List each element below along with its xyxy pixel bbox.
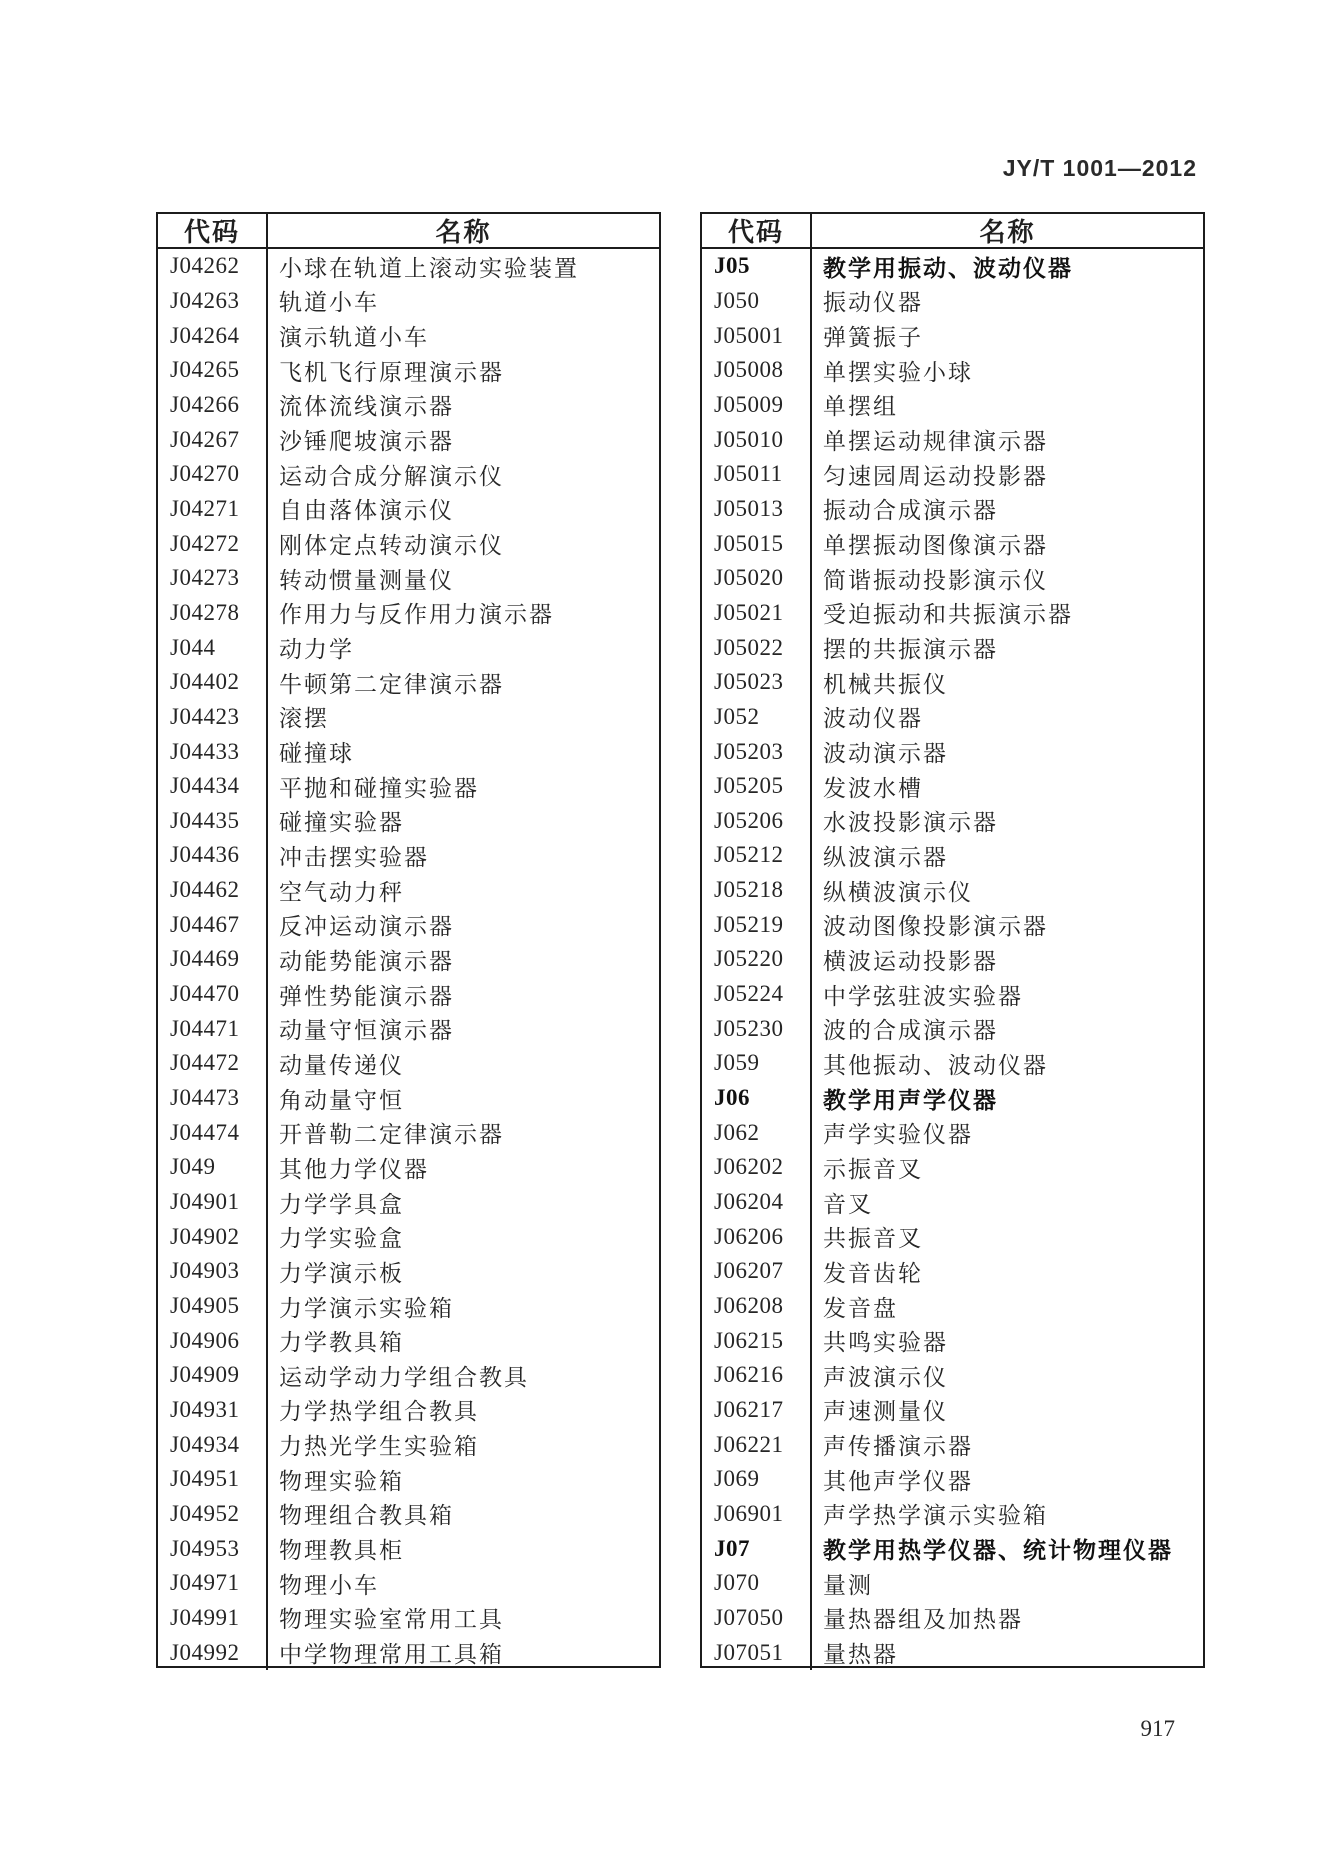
table-row bbox=[702, 1115, 1203, 1150]
code-cell: J05230 bbox=[702, 1011, 812, 1046]
name-cell: 力学演示实验箱 bbox=[279, 1295, 454, 1321]
code-cell: J05218 bbox=[702, 873, 812, 908]
code-cell: J04953 bbox=[158, 1531, 268, 1566]
code-cell: J04267 bbox=[158, 422, 268, 457]
table-row bbox=[158, 1081, 659, 1116]
table-row bbox=[702, 769, 1203, 804]
code-cell: J04467 bbox=[158, 907, 268, 942]
table-row bbox=[702, 1046, 1203, 1081]
table-row bbox=[158, 422, 659, 457]
code-cell: J04901 bbox=[158, 1185, 268, 1220]
table-row bbox=[702, 873, 1203, 908]
code-cell: J05220 bbox=[702, 942, 812, 977]
name-cell: 声波演示仪 bbox=[823, 1364, 948, 1390]
table-row bbox=[158, 1219, 659, 1254]
code-cell: J05212 bbox=[702, 838, 812, 873]
name-cell: 力学学具盒 bbox=[279, 1191, 404, 1217]
name-cell: 简谐振动投影演示仪 bbox=[823, 567, 1048, 593]
code-cell: J04469 bbox=[158, 942, 268, 977]
name-cell: 教学用热学仪器、统计物理仪器 bbox=[823, 1538, 1173, 1564]
name-cell: 音叉 bbox=[823, 1191, 873, 1217]
code-cell: J04423 bbox=[158, 700, 268, 735]
name-cell: 物理教具柜 bbox=[279, 1538, 404, 1564]
code-cell: J04262 bbox=[158, 249, 268, 284]
code-cell: J06 bbox=[702, 1081, 812, 1116]
code-cell: J04265 bbox=[158, 353, 268, 388]
code-cell: J04471 bbox=[158, 1011, 268, 1046]
name-cell: 发音齿轮 bbox=[823, 1260, 923, 1286]
code-cell: J05203 bbox=[702, 734, 812, 769]
code-cell: J06221 bbox=[702, 1427, 812, 1462]
table-row bbox=[158, 838, 659, 873]
page-number: 917 bbox=[1140, 1716, 1175, 1741]
table-row bbox=[702, 630, 1203, 665]
name-cell: 刚体定点转动演示仪 bbox=[279, 533, 504, 559]
code-cell: J04909 bbox=[158, 1358, 268, 1393]
table-row bbox=[702, 942, 1203, 977]
name-cell: 声速测量仪 bbox=[823, 1399, 948, 1425]
code-cell: J05015 bbox=[702, 526, 812, 561]
name-cell: 教学用声学仪器 bbox=[823, 1087, 998, 1113]
name-cell: 共振音叉 bbox=[823, 1226, 923, 1252]
table-row bbox=[158, 1531, 659, 1566]
name-cell: 量测 bbox=[823, 1572, 873, 1598]
table-row bbox=[158, 665, 659, 700]
name-cell: 声学热学演示实验箱 bbox=[823, 1503, 1048, 1529]
code-table-right bbox=[700, 212, 1205, 1668]
table-row bbox=[702, 1185, 1203, 1220]
name-cell: 量热器 bbox=[823, 1642, 898, 1668]
name-cell: 共鸣实验器 bbox=[823, 1330, 948, 1356]
table-row bbox=[158, 873, 659, 908]
table-row bbox=[702, 1635, 1203, 1670]
table-row bbox=[702, 838, 1203, 873]
table-header-row bbox=[158, 214, 659, 249]
name-cell: 演示轨道小车 bbox=[279, 325, 429, 351]
table-row bbox=[702, 1601, 1203, 1636]
code-cell: J05205 bbox=[702, 769, 812, 804]
code-cell: J04472 bbox=[158, 1046, 268, 1081]
table-row bbox=[702, 1531, 1203, 1566]
name-cell: 空气动力秤 bbox=[279, 879, 404, 905]
table-row bbox=[702, 1289, 1203, 1324]
code-cell: J04971 bbox=[158, 1566, 268, 1601]
code-cell: J04266 bbox=[158, 388, 268, 423]
name-cell: 单摆实验小球 bbox=[823, 359, 973, 385]
code-cell: J05206 bbox=[702, 804, 812, 839]
name-cell: 机械共振仪 bbox=[823, 671, 948, 697]
name-cell: 碰撞实验器 bbox=[279, 810, 404, 836]
name-cell: 物理组合教具箱 bbox=[279, 1503, 454, 1529]
name-cell: 弹性势能演示器 bbox=[279, 983, 454, 1009]
table-row bbox=[158, 1289, 659, 1324]
code-cell: J05001 bbox=[702, 318, 812, 353]
code-cell: J05 bbox=[702, 249, 812, 284]
table-row bbox=[702, 1150, 1203, 1185]
code-cell: J049 bbox=[158, 1150, 268, 1185]
code-cell: J04273 bbox=[158, 561, 268, 596]
name-cell: 物理小车 bbox=[279, 1572, 379, 1598]
code-cell: J05009 bbox=[702, 388, 812, 423]
name-cell: 角动量守恒 bbox=[279, 1087, 404, 1113]
table-body bbox=[702, 249, 1203, 1670]
code-cell: J04470 bbox=[158, 977, 268, 1012]
table-row bbox=[702, 249, 1203, 284]
table-row bbox=[158, 353, 659, 388]
table-row bbox=[158, 388, 659, 423]
name-cell: 发波水槽 bbox=[823, 775, 923, 801]
name-cell: 弹簧振子 bbox=[823, 325, 923, 351]
name-cell: 平抛和碰撞实验器 bbox=[279, 775, 479, 801]
code-cell: J06901 bbox=[702, 1497, 812, 1532]
name-cell: 中学弦驻波实验器 bbox=[823, 983, 1023, 1009]
code-cell: J05020 bbox=[702, 561, 812, 596]
column-header-name: 名称 bbox=[979, 218, 1036, 247]
code-cell: J062 bbox=[702, 1115, 812, 1150]
table-row bbox=[158, 1358, 659, 1393]
code-cell: J07051 bbox=[702, 1635, 812, 1670]
name-cell: 小球在轨道上滚动实验装置 bbox=[279, 255, 579, 281]
code-cell: J07 bbox=[702, 1531, 812, 1566]
name-cell: 波动仪器 bbox=[823, 706, 923, 732]
code-cell: J04434 bbox=[158, 769, 268, 804]
code-cell: J04931 bbox=[158, 1393, 268, 1428]
name-cell: 力学热学组合教具 bbox=[279, 1399, 479, 1425]
code-cell: J04433 bbox=[158, 734, 268, 769]
table-row bbox=[702, 1566, 1203, 1601]
name-cell: 流体流线演示器 bbox=[279, 394, 454, 420]
name-cell: 单摆运动规律演示器 bbox=[823, 429, 1048, 455]
code-cell: J05219 bbox=[702, 907, 812, 942]
code-cell: J05008 bbox=[702, 353, 812, 388]
table-row bbox=[702, 284, 1203, 319]
code-cell: J06202 bbox=[702, 1150, 812, 1185]
name-cell: 纵波演示器 bbox=[823, 844, 948, 870]
name-cell: 动力学 bbox=[279, 637, 354, 663]
name-cell: 单摆组 bbox=[823, 394, 898, 420]
table-row bbox=[702, 1254, 1203, 1289]
code-cell: J06215 bbox=[702, 1323, 812, 1358]
code-cell: J04272 bbox=[158, 526, 268, 561]
code-cell: J04278 bbox=[158, 596, 268, 631]
name-cell: 教学用振动、波动仪器 bbox=[823, 255, 1073, 281]
table-row bbox=[158, 1393, 659, 1428]
name-cell: 摆的共振演示器 bbox=[823, 637, 998, 663]
code-cell: J05011 bbox=[702, 457, 812, 492]
name-cell: 牛顿第二定律演示器 bbox=[279, 671, 504, 697]
table-row bbox=[158, 630, 659, 665]
name-cell: 飞机飞行原理演示器 bbox=[279, 359, 504, 385]
name-cell: 振动仪器 bbox=[823, 290, 923, 316]
table-row bbox=[158, 561, 659, 596]
name-cell: 轨道小车 bbox=[279, 290, 379, 316]
code-cell: J04991 bbox=[158, 1601, 268, 1636]
name-cell: 横波运动投影器 bbox=[823, 948, 998, 974]
name-cell: 其他力学仪器 bbox=[279, 1156, 429, 1182]
name-cell: 物理实验室常用工具 bbox=[279, 1607, 504, 1633]
table-row bbox=[702, 1358, 1203, 1393]
code-cell: J07050 bbox=[702, 1601, 812, 1636]
table-row bbox=[158, 1462, 659, 1497]
name-cell: 力学演示板 bbox=[279, 1260, 404, 1286]
name-cell: 波动图像投影演示器 bbox=[823, 914, 1048, 940]
table-body bbox=[158, 249, 659, 1670]
code-cell: J070 bbox=[702, 1566, 812, 1601]
table-row bbox=[158, 700, 659, 735]
table-row bbox=[702, 804, 1203, 839]
name-cell: 量热器组及加热器 bbox=[823, 1607, 1023, 1633]
code-cell: J05023 bbox=[702, 665, 812, 700]
column-header-name: 名称 bbox=[435, 218, 492, 247]
table-row bbox=[158, 492, 659, 527]
name-cell: 力热光学生实验箱 bbox=[279, 1434, 479, 1460]
name-cell: 受迫振动和共振演示器 bbox=[823, 602, 1073, 628]
table-row bbox=[702, 665, 1203, 700]
code-cell: J044 bbox=[158, 630, 268, 665]
table-row bbox=[158, 596, 659, 631]
table-row bbox=[702, 1427, 1203, 1462]
code-cell: J06206 bbox=[702, 1219, 812, 1254]
table-row bbox=[702, 700, 1203, 735]
code-cell: J04271 bbox=[158, 492, 268, 527]
name-cell: 振动合成演示器 bbox=[823, 498, 998, 524]
code-cell: J04905 bbox=[158, 1289, 268, 1324]
code-cell: J04435 bbox=[158, 804, 268, 839]
name-cell: 运动合成分解演示仪 bbox=[279, 463, 504, 489]
table-row bbox=[158, 1427, 659, 1462]
table-row bbox=[158, 1011, 659, 1046]
code-cell: J04992 bbox=[158, 1635, 268, 1670]
code-cell: J04402 bbox=[158, 665, 268, 700]
name-cell: 物理实验箱 bbox=[279, 1468, 404, 1494]
table-row bbox=[702, 388, 1203, 423]
code-cell: J05021 bbox=[702, 596, 812, 631]
code-cell: J04263 bbox=[158, 284, 268, 319]
name-cell: 单摆振动图像演示器 bbox=[823, 533, 1048, 559]
name-cell: 滚摆 bbox=[279, 706, 329, 732]
code-cell: J04474 bbox=[158, 1115, 268, 1150]
name-cell: 声学实验仪器 bbox=[823, 1122, 973, 1148]
table-row bbox=[158, 249, 659, 284]
table-row bbox=[158, 1254, 659, 1289]
table-row bbox=[158, 977, 659, 1012]
table-row bbox=[702, 734, 1203, 769]
table-row bbox=[702, 1081, 1203, 1116]
code-cell: J04462 bbox=[158, 873, 268, 908]
name-cell: 波动演示器 bbox=[823, 741, 948, 767]
table-row bbox=[158, 284, 659, 319]
table-row bbox=[702, 526, 1203, 561]
table-row bbox=[158, 1046, 659, 1081]
name-cell: 声传播演示器 bbox=[823, 1434, 973, 1460]
code-cell: J06207 bbox=[702, 1254, 812, 1289]
table-row bbox=[702, 1219, 1203, 1254]
code-cell: J05022 bbox=[702, 630, 812, 665]
name-cell: 动量传递仪 bbox=[279, 1052, 404, 1078]
table-row bbox=[158, 1635, 659, 1670]
code-cell: J052 bbox=[702, 700, 812, 735]
code-cell: J04951 bbox=[158, 1462, 268, 1497]
code-cell: J050 bbox=[702, 284, 812, 319]
code-cell: J06217 bbox=[702, 1393, 812, 1428]
code-cell: J05224 bbox=[702, 977, 812, 1012]
table-row bbox=[158, 734, 659, 769]
table-row bbox=[158, 1601, 659, 1636]
table-row bbox=[702, 596, 1203, 631]
table-row bbox=[702, 1497, 1203, 1532]
code-cell: J06204 bbox=[702, 1185, 812, 1220]
table-row bbox=[158, 769, 659, 804]
table-row bbox=[158, 1150, 659, 1185]
code-cell: J04952 bbox=[158, 1497, 268, 1532]
table-row bbox=[158, 1323, 659, 1358]
standard-number: JY/T 1001—2012 bbox=[1002, 155, 1197, 181]
name-cell: 力学教具箱 bbox=[279, 1330, 404, 1356]
table-row bbox=[702, 492, 1203, 527]
table-row bbox=[158, 457, 659, 492]
name-cell: 碰撞球 bbox=[279, 741, 354, 767]
table-row bbox=[158, 942, 659, 977]
table-header-row bbox=[702, 214, 1203, 249]
name-cell: 沙锤爬坡演示器 bbox=[279, 429, 454, 455]
code-cell: J04903 bbox=[158, 1254, 268, 1289]
code-cell: J069 bbox=[702, 1462, 812, 1497]
name-cell: 自由落体演示仪 bbox=[279, 498, 454, 524]
table-row bbox=[702, 561, 1203, 596]
code-cell: J04264 bbox=[158, 318, 268, 353]
code-table-left bbox=[156, 212, 661, 1668]
name-cell: 动能势能演示器 bbox=[279, 948, 454, 974]
name-cell: 动量守恒演示器 bbox=[279, 1018, 454, 1044]
table-row bbox=[158, 1497, 659, 1532]
name-cell: 转动惯量测量仪 bbox=[279, 567, 454, 593]
name-cell: 水波投影演示器 bbox=[823, 810, 998, 836]
code-cell: J04934 bbox=[158, 1427, 268, 1462]
table-row bbox=[158, 318, 659, 353]
name-cell: 力学实验盒 bbox=[279, 1226, 404, 1252]
name-cell: 波的合成演示器 bbox=[823, 1018, 998, 1044]
table-row bbox=[702, 1462, 1203, 1497]
code-cell: J06216 bbox=[702, 1358, 812, 1393]
code-cell: J04902 bbox=[158, 1219, 268, 1254]
name-cell: 其他振动、波动仪器 bbox=[823, 1052, 1048, 1078]
column-header-code: 代码 bbox=[702, 214, 812, 247]
table-row bbox=[158, 1566, 659, 1601]
code-cell: J04906 bbox=[158, 1323, 268, 1358]
table-row bbox=[702, 1393, 1203, 1428]
name-cell: 冲击摆实验器 bbox=[279, 844, 429, 870]
table-row bbox=[158, 1115, 659, 1150]
name-cell: 示振音叉 bbox=[823, 1156, 923, 1182]
code-cell: J059 bbox=[702, 1046, 812, 1081]
code-cell: J04473 bbox=[158, 1081, 268, 1116]
table-row bbox=[702, 318, 1203, 353]
name-cell: 运动学动力学组合教具 bbox=[279, 1364, 529, 1390]
table-row bbox=[158, 1185, 659, 1220]
name-cell: 反冲运动演示器 bbox=[279, 914, 454, 940]
code-cell: J04436 bbox=[158, 838, 268, 873]
column-header-code: 代码 bbox=[158, 214, 268, 247]
table-row bbox=[702, 353, 1203, 388]
table-row bbox=[702, 457, 1203, 492]
name-cell: 作用力与反作用力演示器 bbox=[279, 602, 554, 628]
name-cell: 纵横波演示仪 bbox=[823, 879, 973, 905]
name-cell: 其他声学仪器 bbox=[823, 1468, 973, 1494]
name-cell: 发音盘 bbox=[823, 1295, 898, 1321]
table-row bbox=[702, 907, 1203, 942]
table-row bbox=[702, 977, 1203, 1012]
name-cell: 中学物理常用工具箱 bbox=[279, 1642, 504, 1668]
table-row bbox=[702, 1323, 1203, 1358]
code-cell: J06208 bbox=[702, 1289, 812, 1324]
code-cell: J04270 bbox=[158, 457, 268, 492]
table-row bbox=[158, 907, 659, 942]
table-row bbox=[158, 526, 659, 561]
code-cell: J05010 bbox=[702, 422, 812, 457]
table-row bbox=[702, 422, 1203, 457]
table-row bbox=[702, 1011, 1203, 1046]
name-cell: 匀速园周运动投影器 bbox=[823, 463, 1048, 489]
code-cell: J05013 bbox=[702, 492, 812, 527]
name-cell: 开普勒二定律演示器 bbox=[279, 1122, 504, 1148]
table-row bbox=[158, 804, 659, 839]
